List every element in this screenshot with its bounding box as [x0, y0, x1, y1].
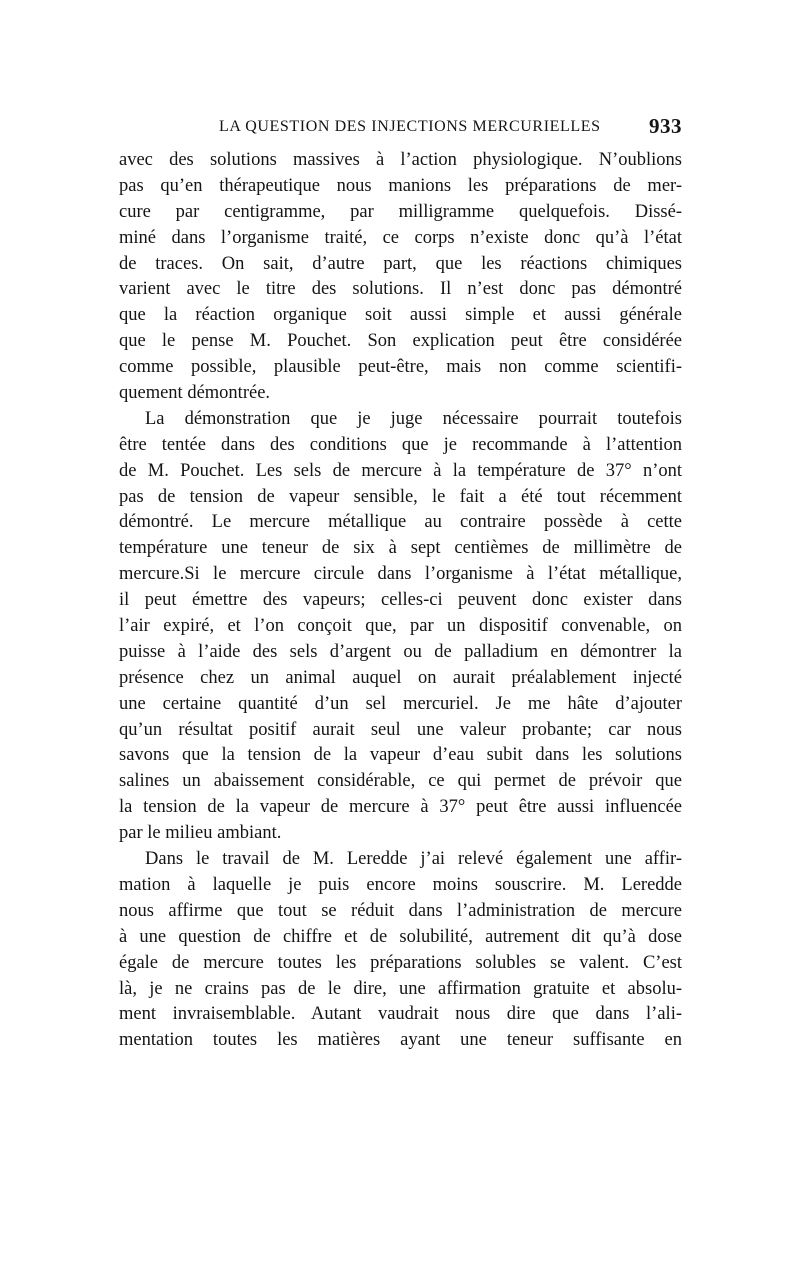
text-line: que la réaction organique soit aussi simple et aussi générale — [119, 305, 682, 326]
paragraph — [119, 148, 682, 407]
text-line: varient avec le titre des solutions. Il n’est donc pas démontré — [119, 279, 682, 300]
text-line: mercure.Si le mercure circule dans l’organisme à l’état métallique, — [119, 564, 682, 585]
text-line: là, je ne crains pas de le dire, une affirmation gratuite et absolu- — [119, 978, 682, 999]
text-line: Dans le travail de M. Leredde j’ai relevé également une affir- — [145, 849, 682, 870]
text-line: salines un abaissement considérable, ce qui permet de prévoir que — [119, 771, 682, 792]
text-line: à une question de chiffre et de solubilité, autrement dit qu’à dose — [119, 926, 682, 947]
text-line: la tension de la vapeur de mercure à 37° peut être aussi influencée — [119, 797, 682, 818]
text-line: qu’un résultat positif aurait seul une valeur probante; car nous — [119, 719, 682, 740]
paragraph — [119, 407, 682, 847]
paragraph — [119, 847, 682, 1054]
text-line: mentation toutes les matières ayant une teneur suffisante en — [119, 1030, 682, 1051]
text-line: température une teneur de six à sept centièmes de millimètre de — [119, 538, 682, 559]
text-line: de traces. On sait, d’autre part, que les réactions chimiques — [119, 253, 682, 274]
text-line: de M. Pouchet. Les sels de mercure à la température de 37° n’ont — [119, 460, 682, 481]
text-line: une certaine quantité d’un sel mercuriel. Je me hâte d’ajouter — [119, 693, 682, 714]
body-text — [119, 148, 682, 1054]
text-line: savons que la tension de la vapeur d’eau subit dans les solutions — [119, 745, 682, 766]
text-line: La démonstration que je juge nécessaire pourrait toutefois — [145, 408, 682, 429]
text-line: comme possible, plausible peut-être, mais non comme scientifi- — [119, 357, 682, 378]
text-line: présence chez un animal auquel on aurait préalablement injecté — [119, 667, 682, 688]
page-number: 933 — [649, 114, 682, 138]
text-line: par le milieu ambiant. — [119, 823, 282, 844]
text-line: nous affirme que tout se réduit dans l’administration de mercure — [119, 900, 682, 921]
text-line: avec des solutions massives à l’action physiologique. N’oublions — [119, 150, 682, 170]
text-line: que le pense M. Pouchet. Son explication peut être considérée — [119, 331, 682, 352]
text-line: quement démontrée. — [119, 383, 271, 404]
text-line: puisse à l’aide des sels d’argent ou de palladium en démontrer la — [119, 641, 682, 662]
text-line: miné dans l’organisme traité, ce corps n’existe donc qu’à l’état — [119, 227, 682, 248]
text-line: démontré. Le mercure métallique au contraire possède à cette — [119, 512, 682, 533]
text-line: mation à laquelle je puis encore moins souscrire. M. Leredde — [119, 874, 682, 895]
text-line: il peut émettre des vapeurs; celles-ci peuvent donc exister dans — [119, 590, 682, 611]
book-page — [119, 0, 682, 1262]
text-line: égale de mercure toutes les préparations solubles se valent. C’est — [119, 952, 682, 973]
text-line: ment invraisemblable. Autant vaudrait nous dire que dans l’ali- — [119, 1004, 682, 1025]
text-line: pas qu’en thérapeutique nous manions les préparations de mer- — [119, 175, 682, 196]
text-line: cure par centigramme, par milligramme quelquefois. Dissé- — [119, 201, 682, 222]
text-line: être tentée dans des conditions que je recommande à l’attention — [119, 434, 682, 455]
running-title: LA QUESTION DES INJECTIONS MERCURIELLES — [219, 118, 601, 135]
running-header — [119, 112, 682, 142]
text-line: pas de tension de vapeur sensible, le fait a été tout récemment — [119, 486, 682, 507]
text-line: l’air expiré, et l’on conçoit que, par un dispositif convenable, on — [119, 616, 682, 637]
